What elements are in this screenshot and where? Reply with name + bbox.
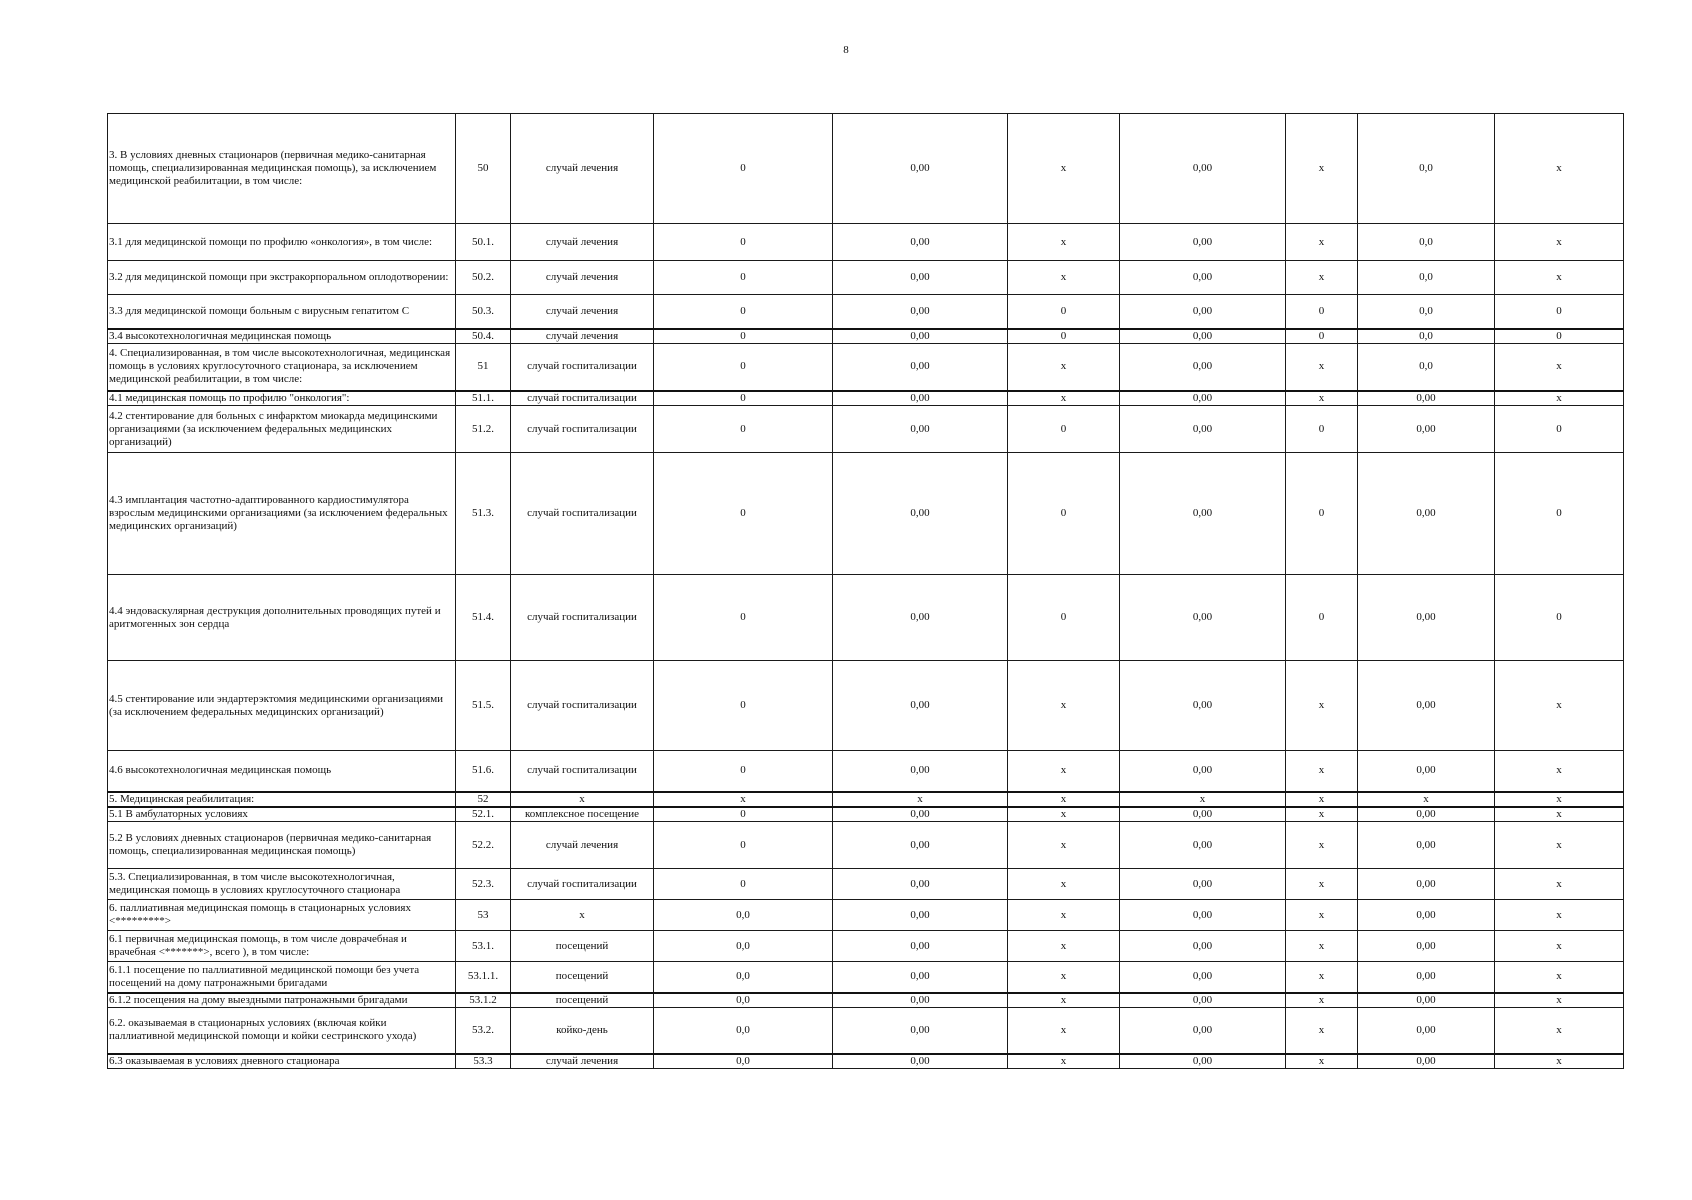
row-value: х (1495, 807, 1624, 822)
row-value: х (1008, 822, 1120, 869)
row-value: 0,00 (1120, 962, 1286, 993)
row-description: 6.1.2 посещения на дому выездными патронажными бригадами (108, 993, 456, 1008)
row-value: 0,00 (833, 114, 1008, 224)
row-description: 3.3 для медицинской помощи больным с вирусным гепатитом С (108, 295, 456, 329)
row-description: 5. Медицинская реабилитация: (108, 792, 456, 807)
row-unit: случай госпитализации (511, 575, 654, 661)
row-value: х (1358, 792, 1495, 807)
row-value: 0,00 (1120, 931, 1286, 962)
row-value: х (1008, 391, 1120, 406)
row-value: 0,00 (1358, 822, 1495, 869)
row-value: х (1286, 751, 1358, 792)
row-value: х (1286, 224, 1358, 261)
row-value: 0,0 (654, 993, 833, 1008)
row-value: х (1008, 261, 1120, 295)
row-value: 0,00 (1358, 1054, 1495, 1069)
row-value: х (1495, 391, 1624, 406)
row-value: 0 (654, 453, 833, 575)
row-value: х (1008, 962, 1120, 993)
row-unit: комплексное посещение (511, 807, 654, 822)
row-value: 0,00 (1120, 661, 1286, 751)
row-value: х (1286, 822, 1358, 869)
row-value: 0 (1495, 329, 1624, 344)
row-value: 0,00 (833, 295, 1008, 329)
table-row (108, 792, 1624, 807)
row-value: 0 (1495, 453, 1624, 575)
row-value: 0,00 (1358, 807, 1495, 822)
row-description: 5.1 В амбулаторных условиях (108, 807, 456, 822)
row-value: х (1495, 224, 1624, 261)
row-number: 51.6. (456, 751, 511, 792)
row-value: х (1120, 792, 1286, 807)
row-number: 51.3. (456, 453, 511, 575)
row-description: 4.6 высокотехнологичная медицинская помощь (108, 751, 456, 792)
row-description: 3. В условиях дневных стационаров (первичная медико-санитарная помощь, специализированная медицинская помощь), за исключением медицинской реабилитации, в том числе: (108, 114, 456, 224)
row-value: 0,00 (833, 869, 1008, 900)
row-value: 0,00 (1120, 329, 1286, 344)
row-value: 0 (654, 391, 833, 406)
row-value: 0,0 (1358, 261, 1495, 295)
row-number: 50.1. (456, 224, 511, 261)
row-value: 0,00 (1358, 575, 1495, 661)
row-value: 0 (654, 406, 833, 453)
row-value: х (1495, 869, 1624, 900)
row-number: 53.2. (456, 1008, 511, 1054)
row-value: 0 (654, 822, 833, 869)
row-value: х (1495, 344, 1624, 391)
table-row (108, 822, 1624, 869)
row-value: 0,00 (833, 900, 1008, 931)
row-value: 0,00 (833, 1054, 1008, 1069)
row-value: х (1286, 931, 1358, 962)
row-unit: случай лечения (511, 1054, 654, 1069)
row-value: х (1008, 1054, 1120, 1069)
row-unit: случай лечения (511, 261, 654, 295)
row-value: х (1008, 1008, 1120, 1054)
table-row (108, 869, 1624, 900)
table-row (108, 114, 1624, 224)
row-value: х (1495, 114, 1624, 224)
row-value: 0,00 (1120, 453, 1286, 575)
row-value: 0,00 (833, 822, 1008, 869)
row-value: х (1495, 900, 1624, 931)
row-unit: случай лечения (511, 822, 654, 869)
row-unit: койко-день (511, 1008, 654, 1054)
row-description: 6.1.1 посещение по паллиативной медицинской помощи без учета посещений на дому патронажными бригадами (108, 962, 456, 993)
row-number: 53.1.2 (456, 993, 511, 1008)
row-value: х (1286, 1054, 1358, 1069)
row-number: 51.1. (456, 391, 511, 406)
row-value: х (1008, 869, 1120, 900)
table-row (108, 1008, 1624, 1054)
table-row (108, 993, 1624, 1008)
row-value: 0 (654, 869, 833, 900)
row-value: 0,00 (833, 1008, 1008, 1054)
row-value: 0,00 (1120, 751, 1286, 792)
row-value: 0 (1495, 575, 1624, 661)
row-unit: х (511, 792, 654, 807)
row-value: 0 (1008, 575, 1120, 661)
row-value: 0,0 (654, 900, 833, 931)
row-value: х (1008, 661, 1120, 751)
row-value: 0,0 (654, 931, 833, 962)
row-value: 0,0 (1358, 329, 1495, 344)
row-value: х (1286, 900, 1358, 931)
row-value: х (1008, 344, 1120, 391)
row-value: 0,00 (833, 807, 1008, 822)
row-value: 0 (654, 751, 833, 792)
row-description: 5.3. Специализированная, в том числе высокотехнологичная, медицинская помощь в условиях круглосуточного стационара (108, 869, 456, 900)
row-value: 0,00 (833, 261, 1008, 295)
row-value: х (1495, 661, 1624, 751)
row-unit: случай госпитализации (511, 661, 654, 751)
row-value: х (1495, 962, 1624, 993)
row-value: 0 (1286, 329, 1358, 344)
row-value: 0,00 (1358, 869, 1495, 900)
row-unit: случай лечения (511, 224, 654, 261)
row-number: 50.2. (456, 261, 511, 295)
row-value: 0,00 (1120, 391, 1286, 406)
row-description: 4.5 стентирование или эндартерэктомия медицинскими организациями (за исключением федеральных медицинских организаций) (108, 661, 456, 751)
row-value: 0,00 (1120, 900, 1286, 931)
row-value: х (1008, 931, 1120, 962)
row-value: 0,0 (1358, 344, 1495, 391)
row-value: х (1286, 661, 1358, 751)
table-row (108, 931, 1624, 962)
row-number: 50 (456, 114, 511, 224)
row-description: 3.2 для медицинской помощи при экстракорпоральном оплодотворении: (108, 261, 456, 295)
row-description: 6.2. оказываемая в стационарных условиях (включая койки паллиативной медицинской помощи и койки сестринского ухода) (108, 1008, 456, 1054)
row-value: 0,00 (1120, 822, 1286, 869)
row-value: 0 (654, 329, 833, 344)
row-number: 51.5. (456, 661, 511, 751)
row-value: 0 (654, 295, 833, 329)
row-value: 0,00 (1358, 751, 1495, 792)
table-row (108, 406, 1624, 453)
table-row (108, 1054, 1624, 1069)
row-number: 51 (456, 344, 511, 391)
row-value: х (1495, 1054, 1624, 1069)
table-row (108, 453, 1624, 575)
row-value: 0,0 (1358, 224, 1495, 261)
row-value: 0,00 (1120, 575, 1286, 661)
row-value: 0,00 (833, 751, 1008, 792)
row-description: 3.4 высокотехнологичная медицинская помощь (108, 329, 456, 344)
row-value: 0,00 (833, 224, 1008, 261)
row-number: 50.3. (456, 295, 511, 329)
row-value: 0 (1008, 329, 1120, 344)
table-row (108, 329, 1624, 344)
row-value: х (1286, 993, 1358, 1008)
row-value: 0 (654, 261, 833, 295)
row-value: 0,00 (1358, 453, 1495, 575)
row-value: 0 (1008, 406, 1120, 453)
table-row (108, 224, 1624, 261)
table-row (108, 344, 1624, 391)
row-value: 0 (654, 661, 833, 751)
row-value: х (1495, 261, 1624, 295)
table-row (108, 751, 1624, 792)
row-value: 0,00 (833, 406, 1008, 453)
row-value: х (1495, 792, 1624, 807)
row-unit: случай госпитализации (511, 344, 654, 391)
row-value: 0 (1286, 406, 1358, 453)
row-unit: случай госпитализации (511, 869, 654, 900)
row-description: 4.4 эндоваскулярная деструкция дополнительных проводящих путей и аритмогенных зон сердца (108, 575, 456, 661)
row-number: 51.2. (456, 406, 511, 453)
row-number: 52.1. (456, 807, 511, 822)
row-value: 0,00 (1120, 344, 1286, 391)
row-value: 0,00 (833, 344, 1008, 391)
row-value: 0 (654, 114, 833, 224)
row-value: 0,00 (1120, 261, 1286, 295)
row-value: 0,00 (833, 329, 1008, 344)
row-value: 0 (1286, 295, 1358, 329)
row-value: 0 (654, 344, 833, 391)
row-value: х (1008, 807, 1120, 822)
row-value: х (833, 792, 1008, 807)
row-value: х (1495, 931, 1624, 962)
row-value: 0 (1008, 295, 1120, 329)
row-value: 0,0 (654, 1008, 833, 1054)
row-value: 0,00 (833, 661, 1008, 751)
row-value: 0,00 (1120, 869, 1286, 900)
row-value: 0,00 (1358, 962, 1495, 993)
row-value: х (1495, 751, 1624, 792)
row-value: 0,00 (833, 962, 1008, 993)
row-value: 0,00 (833, 575, 1008, 661)
row-number: 53 (456, 900, 511, 931)
row-unit: посещений (511, 993, 654, 1008)
row-value: х (1008, 224, 1120, 261)
row-unit: случай лечения (511, 114, 654, 224)
row-value: 0 (1286, 453, 1358, 575)
row-description: 4. Специализированная, в том числе высокотехнологичная, медицинская помощь в условиях круглосуточного стационара, за исключением медицинской реабилитации, в том числе: (108, 344, 456, 391)
row-value: х (1008, 792, 1120, 807)
row-value: х (1286, 391, 1358, 406)
row-value: 0 (654, 807, 833, 822)
row-value: 0,0 (1358, 114, 1495, 224)
row-description: 6.3 оказываемая в условиях дневного стационара (108, 1054, 456, 1069)
table-row (108, 807, 1624, 822)
row-number: 52.2. (456, 822, 511, 869)
row-value: 0,00 (1120, 1008, 1286, 1054)
row-value: х (1286, 1008, 1358, 1054)
row-value: х (1008, 751, 1120, 792)
table-row (108, 962, 1624, 993)
table-row (108, 391, 1624, 406)
row-value: 0,00 (1358, 900, 1495, 931)
row-value: 0,00 (1120, 114, 1286, 224)
row-unit: случай лечения (511, 329, 654, 344)
row-value: х (1286, 261, 1358, 295)
row-value: х (654, 792, 833, 807)
row-value: х (1008, 900, 1120, 931)
row-description: 4.3 имплантация частотно-адаптированного кардиостимулятора взрослым медицинскими организациями (за исключением федеральных медицинских организаций) (108, 453, 456, 575)
row-value: 0,00 (833, 391, 1008, 406)
row-value: х (1286, 807, 1358, 822)
row-number: 50.4. (456, 329, 511, 344)
row-value: 0,00 (1358, 391, 1495, 406)
row-value: 0 (1008, 453, 1120, 575)
row-description: 4.2 стентирование для больных с инфарктом миокарда медицинскими организациями (за исключением федеральных медицинских организаций) (108, 406, 456, 453)
row-value: 0,00 (833, 453, 1008, 575)
row-unit: случай госпитализации (511, 406, 654, 453)
row-value: 0 (1495, 406, 1624, 453)
row-number: 53.1.1. (456, 962, 511, 993)
row-value: 0,00 (1120, 807, 1286, 822)
row-value: 0,00 (1120, 406, 1286, 453)
row-value: 0,0 (1358, 295, 1495, 329)
row-description: 6.1 первичная медицинская помощь, в том числе доврачебная и врачебная <*******>, всего ), в том числе: (108, 931, 456, 962)
row-value: 0,00 (833, 993, 1008, 1008)
page-number: 8 (843, 44, 849, 56)
row-description: 3.1 для медицинской помощи по профилю «онкология», в том числе: (108, 224, 456, 261)
row-unit: случай госпитализации (511, 751, 654, 792)
table-row (108, 900, 1624, 931)
row-value: 0,00 (833, 931, 1008, 962)
row-unit: случай госпитализации (511, 453, 654, 575)
row-value: х (1495, 822, 1624, 869)
row-unit: случай лечения (511, 295, 654, 329)
data-table (107, 113, 1624, 1069)
row-description: 6. паллиативная медицинская помощь в стационарных условиях <*********> (108, 900, 456, 931)
row-value: 0 (1495, 295, 1624, 329)
table-row (108, 575, 1624, 661)
row-value: х (1286, 344, 1358, 391)
row-value: 0,0 (654, 1054, 833, 1069)
row-value: 0 (654, 575, 833, 661)
row-value: 0,00 (1358, 931, 1495, 962)
row-value: х (1286, 962, 1358, 993)
row-value: 0,00 (1358, 661, 1495, 751)
row-unit: случай госпитализации (511, 391, 654, 406)
row-value: х (1495, 993, 1624, 1008)
row-value: 0 (654, 224, 833, 261)
table-row (108, 661, 1624, 751)
row-value: х (1286, 792, 1358, 807)
row-value: 0,00 (1358, 993, 1495, 1008)
row-value: 0,00 (1358, 1008, 1495, 1054)
row-value: х (1008, 993, 1120, 1008)
row-value: х (1495, 1008, 1624, 1054)
row-value: 0,0 (654, 962, 833, 993)
row-unit: х (511, 900, 654, 931)
row-value: 0 (1286, 575, 1358, 661)
row-value: х (1286, 869, 1358, 900)
row-number: 51.4. (456, 575, 511, 661)
row-value: 0,00 (1120, 1054, 1286, 1069)
row-number: 52.3. (456, 869, 511, 900)
row-value: 0,00 (1120, 295, 1286, 329)
row-value: х (1008, 114, 1120, 224)
row-value: 0,00 (1120, 993, 1286, 1008)
table-row (108, 295, 1624, 329)
row-unit: посещений (511, 962, 654, 993)
row-number: 53.1. (456, 931, 511, 962)
row-unit: посещений (511, 931, 654, 962)
row-description: 4.1 медицинская помощь по профилю "онкология": (108, 391, 456, 406)
row-value: 0,00 (1358, 406, 1495, 453)
table-row (108, 261, 1624, 295)
row-description: 5.2 В условиях дневных стационаров (первичная медико-санитарная помощь, специализированная медицинская помощь) (108, 822, 456, 869)
row-number: 53.3 (456, 1054, 511, 1069)
row-value: х (1286, 114, 1358, 224)
row-number: 52 (456, 792, 511, 807)
row-value: 0,00 (1120, 224, 1286, 261)
